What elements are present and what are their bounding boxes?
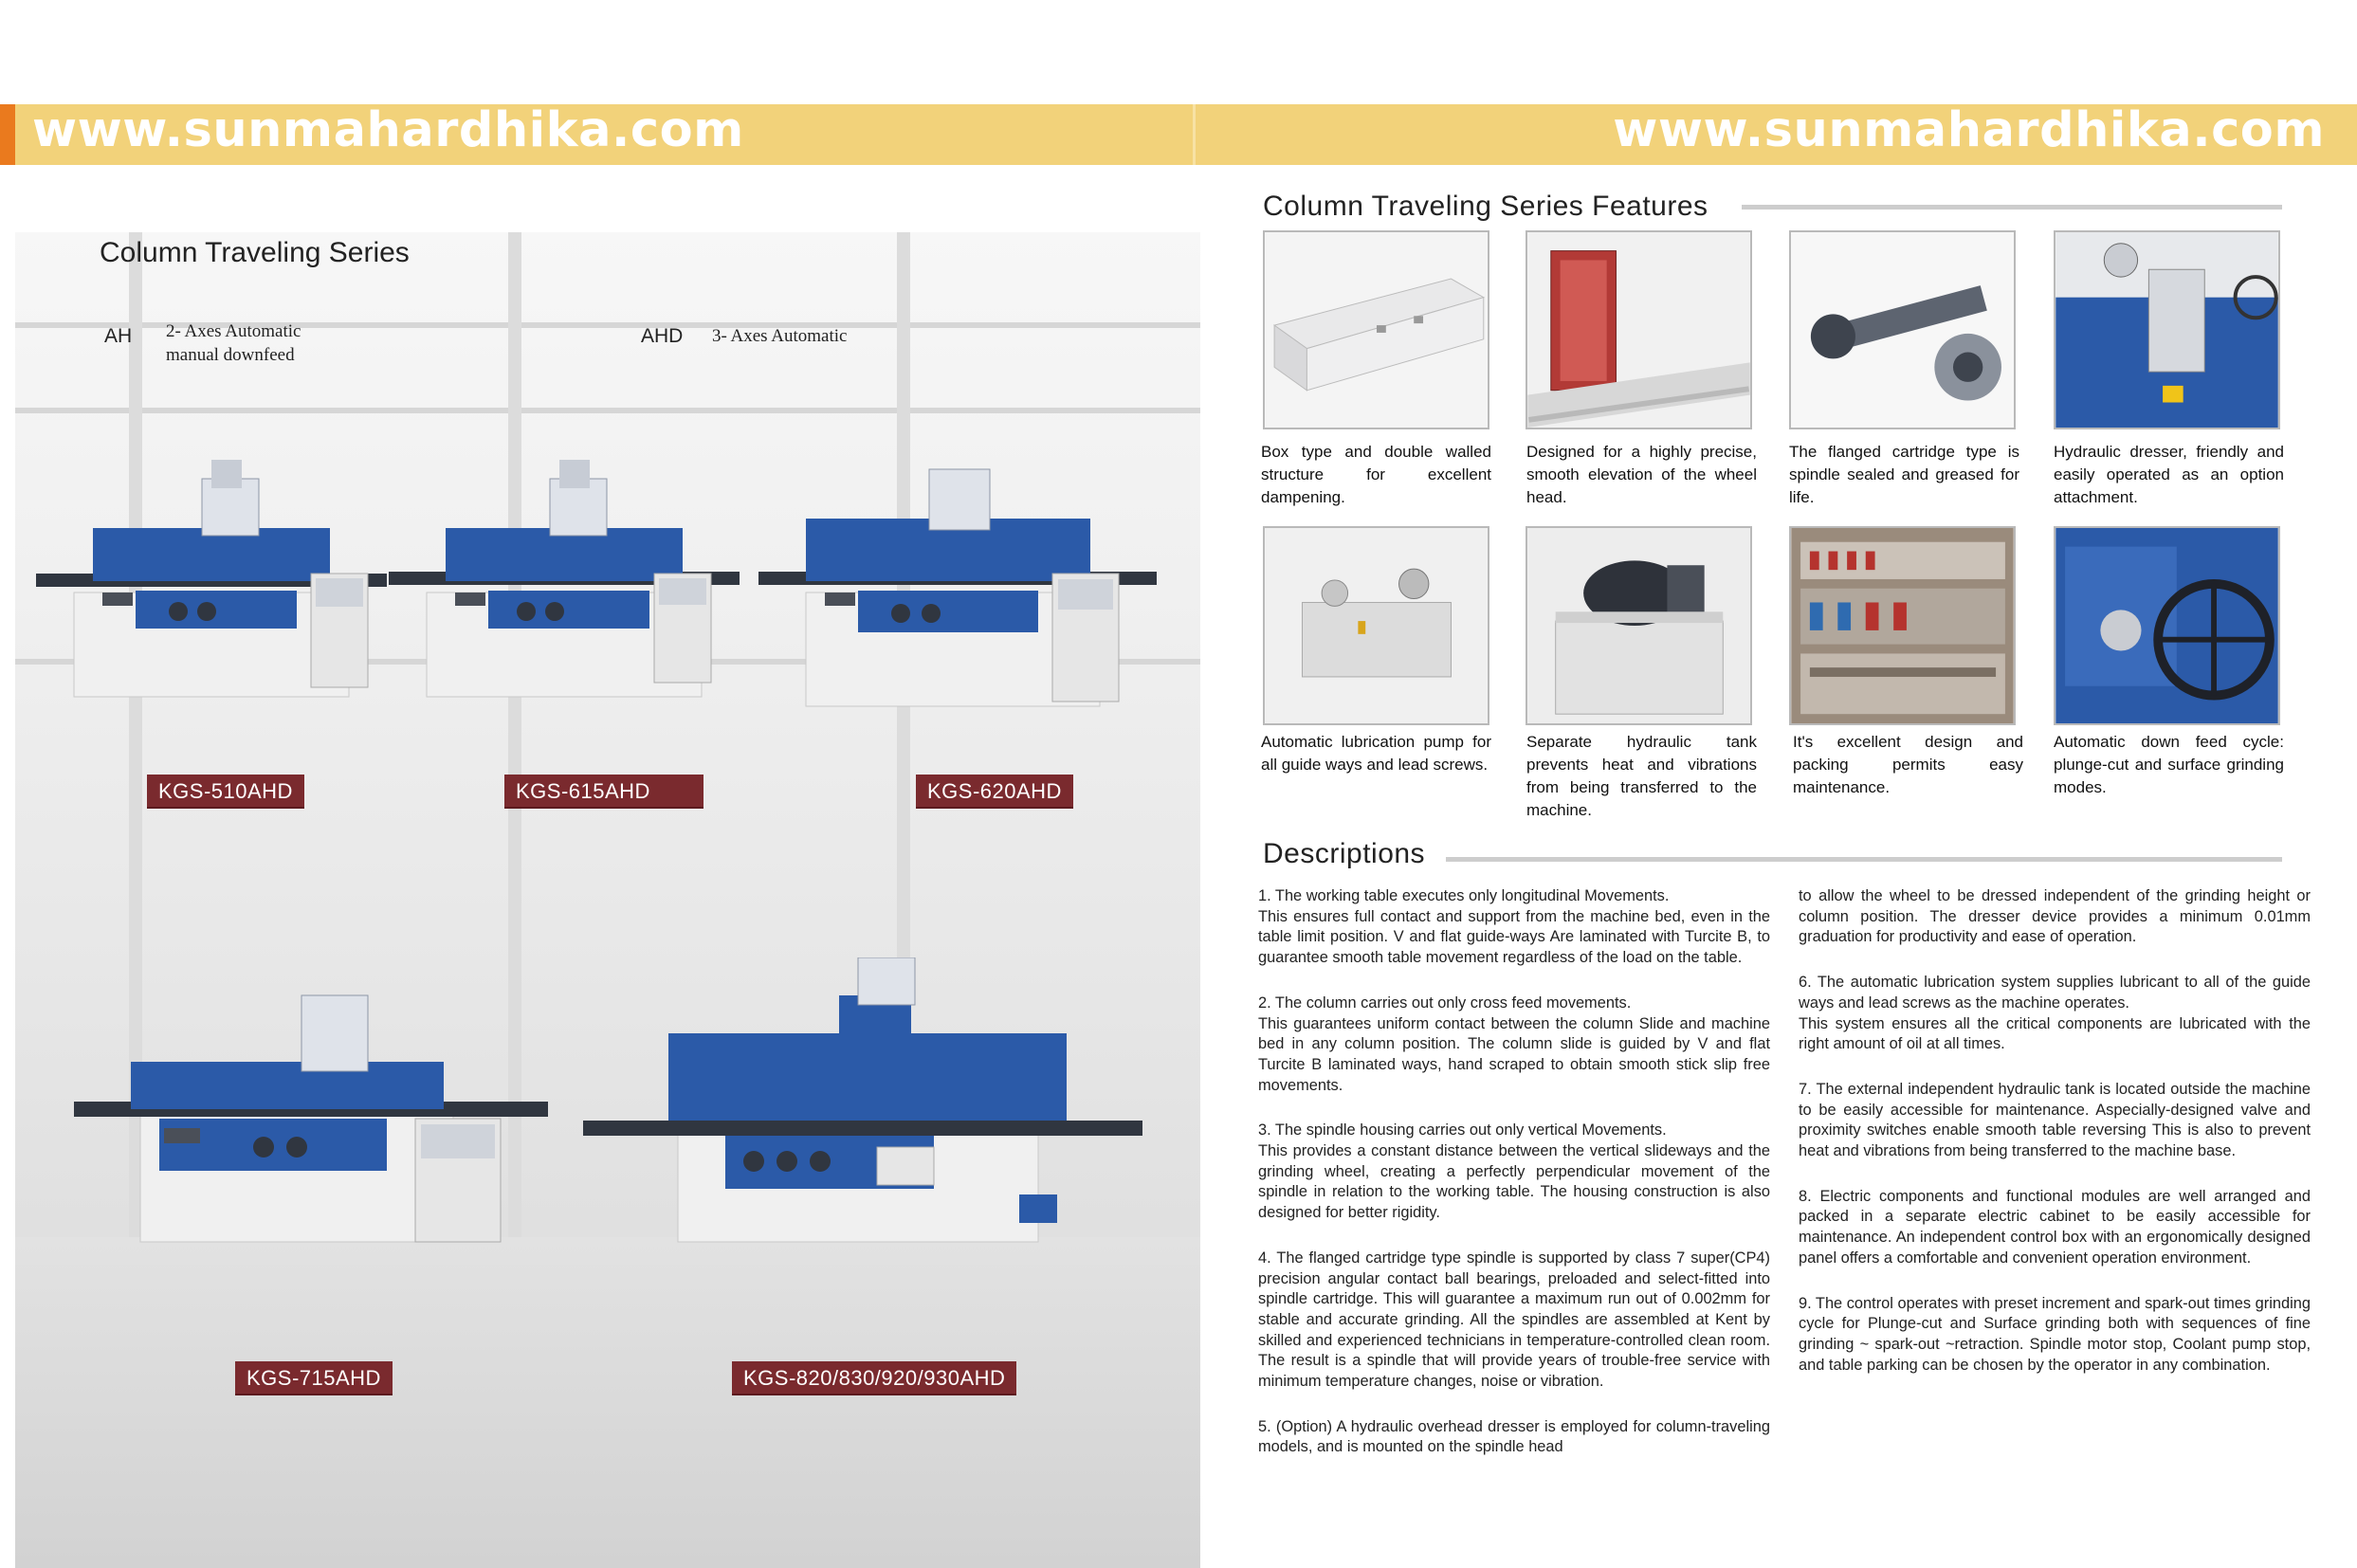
descriptions-column-left: [1258, 886, 1770, 1483]
description-item: [1799, 1080, 2311, 1162]
roof-beam: [15, 408, 1200, 413]
electric-cabinet-photo: [1789, 526, 2016, 725]
feature-caption: Designed for a highly precise, smooth elevation of the wheel head.: [1526, 443, 1757, 506]
machine-image-kgs-820-930ahd: [583, 957, 1142, 1251]
description-heading: 3. The spindle housing carries out only vertical Movements.: [1258, 1121, 1667, 1140]
down-feed-handwheel-photo: [2054, 526, 2280, 725]
model-tag-kgs-615ahd: KGS-615AHD: [504, 775, 703, 809]
mode-desc-line: 2- Axes Automatic: [166, 321, 301, 341]
hydraulic-dresser-photo: [2054, 230, 2280, 429]
description-body: 7. The external independent hydraulic tank is located outside the machine to be easily accessible for maintenance. Aspecially-designed valve and proximity switches enable smooth table reversing This is also to prevent heat and vibrations from being transferred to the machine base.: [1799, 1080, 2311, 1160]
series-title: Column Traveling Series: [100, 237, 410, 268]
description-body: 9. The control operates with preset increment and spark-out times grinding cycle for Plunge-cut and Surface grinding both with sequences of fine grinding ~ spark-out ~retraction. Spindle motor stop, Coolant pump stop, and table parking can be chosen by the operator in any combination.: [1799, 1294, 2311, 1374]
description-heading: 1. The working table executes only longitudinal Movements.: [1258, 887, 1670, 904]
descriptions-column-right: [1799, 886, 2311, 1400]
model-tag-kgs-510ahd: KGS-510AHD: [147, 775, 304, 809]
mode-code-ahd: AHD: [641, 325, 684, 347]
feature-caption: The flanged cartridge type is spindle sealed and greased for life.: [1789, 443, 2019, 506]
feature-caption: Separate hydraulic tank prevents heat and vibrations from being transferred to the machine.: [1526, 733, 1757, 819]
description-item: [1258, 994, 1770, 1097]
feature-caption: Automatic lubrication pump for all guide ways and lead screws.: [1261, 733, 1491, 774]
description-item: [1799, 1187, 2311, 1269]
feature-caption: Box type and double walled structure for excellent dampening.: [1261, 443, 1491, 506]
model-tag-kgs-715ahd: KGS-715AHD: [235, 1361, 393, 1395]
description-body: to allow the wheel to be dressed independent of the grinding height or column position. The dresser device provides a minimum 0.01mm graduation for productivity and ease of operation.: [1799, 887, 2311, 946]
description-item: [1799, 973, 2311, 1055]
machine-image-kgs-615ahd: [389, 450, 749, 706]
feature-caption: Hydraulic dresser, friendly and easily operated as an option attachment.: [2054, 443, 2284, 506]
box-structure-photo: [1263, 230, 1489, 429]
mode-desc-line: manual downfeed: [166, 345, 295, 365]
features-title: Column Traveling Series Features: [1263, 191, 1708, 222]
lubrication-pump-photo: [1263, 526, 1489, 725]
description-heading: 6. The automatic lubrication system supplies lubricant to all of the guide ways and lead screws as the machine operates.: [1799, 974, 2311, 1012]
description-body: 4. The flanged cartridge type spindle is supported by class 7 super(CP4) precision angular contact ball bearings, preloaded and select-fitted into spindle cartridge. This will guarantee a maximum run out of 0.002mm for stable and accurate grinding. All the spindles are assembled at Kent by skilled and experienced technicians in temperature-controlled clean room. The result is a spindle that will provide years of trouble-free service with minimum temperature changes, noise or vibration.: [1258, 1249, 1770, 1391]
machine-image-kgs-620ahd: [758, 450, 1166, 725]
descriptions-title: Descriptions: [1263, 838, 1426, 869]
feature-caption: It's excellent design and packing permits easy maintenance.: [1793, 733, 2023, 796]
feature-caption: Automatic down feed cycle: plunge-cut and surface grinding modes.: [2054, 733, 2284, 796]
factory-floor: [15, 1237, 1200, 1568]
machine-image-kgs-715ahd: [74, 986, 548, 1261]
description-body: This guarantees uniform contact between the column Slide and machine bed in any column position. The column slide is guided by V and flat Turcite B laminated ways, hand scraped to obtain smooth stick slip free movements.: [1258, 1014, 1770, 1094]
description-body: 8. Electric components and functional modules are well arranged and packed in a separate electric cabinet to be easily accessible for maintenance. An independent control box with an ergonomically designed panel offers a comfortable and convenient operation environment.: [1799, 1187, 2311, 1267]
website-url-right[interactable]: www.sunmahardhika.com: [1613, 102, 2325, 158]
banner-accent-bar: [0, 104, 15, 165]
description-item: [1799, 1294, 2311, 1377]
page-gutter: [1193, 104, 1196, 165]
description-body: This provides a constant distance between the vertical slideways and the grinding wheel, creating a perfectly perpendicular movement of the spindle in relation to the working table. The housing construction is also designed for better rigidity.: [1258, 1142, 1770, 1222]
model-tag-kgs-820-930ahd: KGS-820/830/920/930AHD: [732, 1361, 1016, 1395]
description-item: [1258, 1121, 1770, 1224]
mode-desc-ahd: 3- Axes Automatic: [712, 326, 848, 346]
factory-background: [15, 232, 1200, 1568]
description-item: [1258, 1417, 1770, 1458]
mode-desc-ah: [166, 319, 301, 367]
description-item: [1258, 886, 1770, 969]
machine-image-kgs-510ahd: [36, 450, 396, 706]
description-item: [1799, 886, 2311, 948]
description-item: [1258, 1249, 1770, 1393]
heading-rule: [1742, 205, 2282, 210]
description-heading: 2. The column carries out only cross feed movements.: [1258, 994, 1632, 1012]
description-body: This ensures full contact and support from the machine bed, even in the table limit position. V and flat guide-ways Are laminated with Turcite B, to guarantee smooth table movement regardless of the load on the table.: [1258, 907, 1770, 967]
heading-rule: [1446, 857, 2282, 862]
column-slide-photo: [1526, 230, 1752, 429]
description-body: 5. (Option) A hydraulic overhead dresser is employed for column-traveling models, and is mounted on the spindle head: [1258, 1417, 1770, 1456]
hydraulic-tank-photo: [1526, 526, 1752, 725]
model-tag-kgs-620ahd: KGS-620AHD: [916, 775, 1073, 809]
description-body: This system ensures all the critical components are lubricated with the right amount of oil at all times.: [1799, 1014, 2311, 1053]
website-url-left[interactable]: www.sunmahardhika.com: [32, 102, 744, 158]
mode-code-ah: AH: [104, 325, 133, 347]
spindle-cartridge-photo: [1789, 230, 2016, 429]
